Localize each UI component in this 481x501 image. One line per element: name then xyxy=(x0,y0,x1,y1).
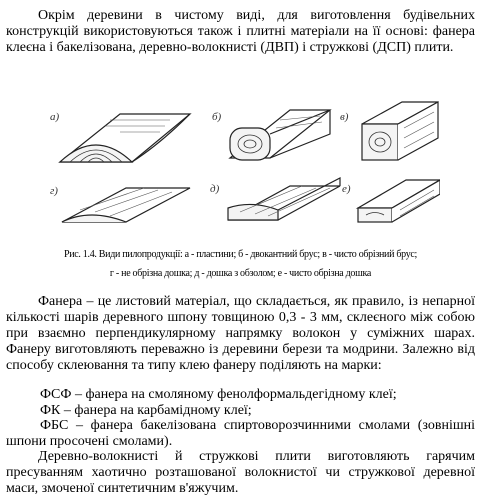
figure-e-board-with-wane xyxy=(210,178,340,220)
figure-a-plate xyxy=(50,111,190,162)
figure-c-squared-beam xyxy=(340,102,438,160)
intro-paragraph: Окрім деревини в чистому виді, для виготовлення будівельних конструкцій використовуються також і плитні матеріали на її основі: фанера клеєна і бакелізована, деревно-волокнисті (ДВП) і стружкові (ДСП) плити. xyxy=(6,8,475,55)
figure-label-e: д) xyxy=(210,183,220,195)
lumber-types-figure xyxy=(40,84,440,234)
figure-label-f: е) xyxy=(342,183,351,195)
plywood-grade-fsf: ФСФ – фанера на смоляному фенолформальдегідному клеї; xyxy=(40,387,397,402)
figure-caption-line-2: г - не обрізна дошка; д - дошка з обзолом; е - чисто обрізна дошка xyxy=(109,268,372,279)
figure-caption-line-1: Рис. 1.4. Види пилопродукції: а - пластини; б - двокантний брус; в - чисто обрізний брус; xyxy=(63,249,418,260)
figure-label-a: а) xyxy=(50,111,60,123)
figure-label-d: г) xyxy=(50,185,58,197)
figure-f-edged-board xyxy=(342,180,440,222)
figure-label-b: б) xyxy=(212,111,222,123)
boards-paragraph: Деревно-волокнисті й стружкові плити виготовляють гарячим пресуванням хаотично розташованої волокнистої чи стружкової деревної маси, змоченої синтетичним в'яжучим. xyxy=(6,449,475,496)
plywood-grade-fk: ФК – фанера на карбамідному клеї; xyxy=(40,403,252,418)
plywood-definition-paragraph: Фанера – це листовий матеріал, що складається, як правило, із непарної кількості шарів деревного шпону товщиною 0,3 - 3 мм, склеєного між собою при взаємно перпендикулярному напрямку волокон у суміжних шарах. Фанеру виготовляють переважно із деревини берези та модрини. Залежно від способу склеювання та типу клею фанеру поділяють на марки: xyxy=(6,294,475,373)
figure-d-unedged-board xyxy=(50,185,190,222)
figure-b-two-edged-beam xyxy=(212,110,330,160)
figure-label-c: в) xyxy=(340,111,349,123)
plywood-grade-fbs: ФБС – фанера бакелізована спиртоворозчинними смолами (зовнішні шпони просочені смолами). xyxy=(6,418,475,449)
